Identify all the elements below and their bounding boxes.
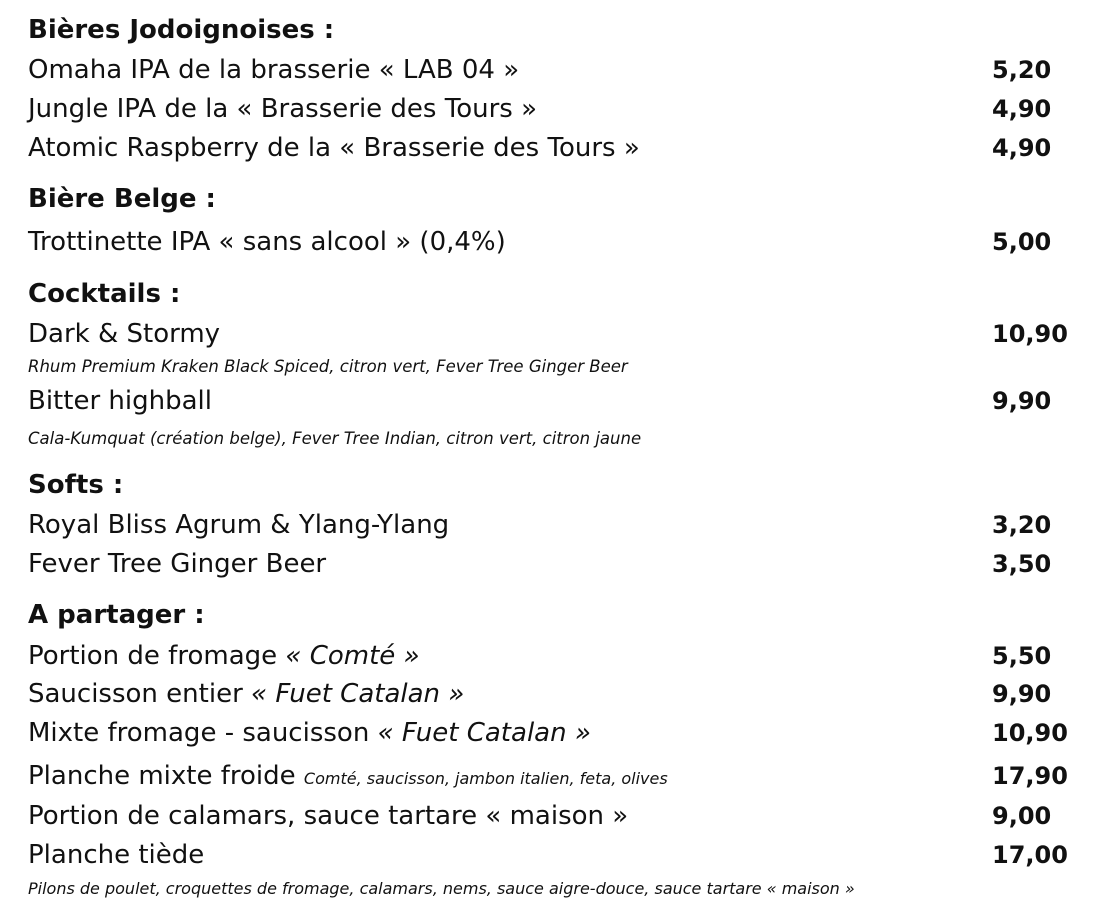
menu-item-name-bitter-highball: Bitter highball (28, 386, 212, 416)
menu-item-description-planche-tiede: Pilons de poulet, croquettes de fromage, calamars, nems, sauce aigre-douce, sauce tartare « maison » (28, 879, 855, 898)
menu-item-detail-planche-mixte-froide: Comté, saucisson, jambon italien, feta, olives (303, 769, 668, 788)
menu-item-price-trottinette-ipa: 5,00 (992, 228, 1052, 256)
menu-item-name-jungle-ipa: Jungle IPA de la « Brasserie des Tours » (28, 94, 537, 124)
menu-item-name-trottinette-ipa: Trottinette IPA « sans alcool » (0,4%) (28, 227, 506, 257)
menu-item-saucisson-entier (28, 678, 464, 710)
menu-item-emphasis-comte: « Comté » (285, 641, 420, 671)
menu-item-price-portion-calamars: 9,00 (992, 802, 1052, 830)
menu-item-price-royal-bliss: 3,20 (992, 511, 1052, 539)
menu-item-name-fever-tree-ginger-beer: Fever Tree Ginger Beer (28, 549, 327, 579)
menu-item-emphasis-fuet-catalan: « Fuet Catalan » (251, 679, 465, 709)
menu-item-price-omaha-ipa: 5,20 (992, 56, 1052, 84)
menu-item-name-mixte-fromage-saucisson: Mixte fromage - saucisson (28, 718, 378, 748)
menu-item-portion-fromage (28, 640, 420, 672)
menu-item-planche-mixte-froide (28, 760, 668, 795)
menu-item-price-planche-tiede: 17,00 (992, 841, 1068, 869)
menu-item-price-saucisson-entier: 9,90 (992, 680, 1052, 708)
menu-item-price-jungle-ipa: 4,90 (992, 95, 1052, 123)
menu-item-emphasis-fuet-catalan-mixte: « Fuet Catalan » (377, 718, 591, 748)
section-heading-a-partager: A partager : (28, 600, 205, 630)
section-heading-bieres-jodoignoises: Bières Jodoignoises : (28, 15, 335, 45)
menu-item-name-portion-fromage: Portion de fromage (28, 641, 286, 671)
menu-item-price-bitter-highball: 9,90 (992, 387, 1052, 415)
menu-item-description-bitter-highball: Cala-Kumquat (création belge), Fever Tree Indian, citron vert, citron jaune (28, 429, 642, 448)
menu-item-name-royal-bliss: Royal Bliss Agrum & Ylang-Ylang (28, 510, 450, 540)
menu-item-price-planche-mixte-froide: 17,90 (992, 762, 1068, 790)
section-heading-biere-belge: Bière Belge : (28, 184, 216, 214)
menu-item-price-mixte-fromage-saucisson: 10,90 (992, 719, 1068, 747)
menu-item-mixte-fromage-saucisson (28, 717, 591, 749)
menu-item-name-omaha-ipa: Omaha IPA de la brasserie « LAB 04 » (28, 55, 520, 85)
menu-item-price-fever-tree-ginger-beer: 3,50 (992, 550, 1052, 578)
menu-item-price-atomic-raspberry: 4,90 (992, 134, 1052, 162)
menu-item-name-atomic-raspberry: Atomic Raspberry de la « Brasserie des Tours » (28, 133, 640, 163)
menu-item-name-portion-calamars: Portion de calamars, sauce tartare « maison » (28, 801, 629, 831)
menu-item-price-dark-stormy: 10,90 (992, 320, 1068, 348)
menu-item-name-saucisson-entier: Saucisson entier (28, 679, 252, 709)
menu-item-name-dark-stormy: Dark & Stormy (28, 319, 221, 349)
section-heading-softs: Softs : (28, 470, 124, 500)
menu-item-price-portion-fromage: 5,50 (992, 642, 1052, 670)
menu-item-name-planche-mixte-froide: Planche mixte froide (28, 761, 304, 791)
menu-item-description-dark-stormy: Rhum Premium Kraken Black Spiced, citron vert, Fever Tree Ginger Beer (28, 357, 628, 376)
section-heading-cocktails: Cocktails : (28, 279, 181, 309)
menu-item-name-planche-tiede: Planche tiède (28, 840, 205, 870)
